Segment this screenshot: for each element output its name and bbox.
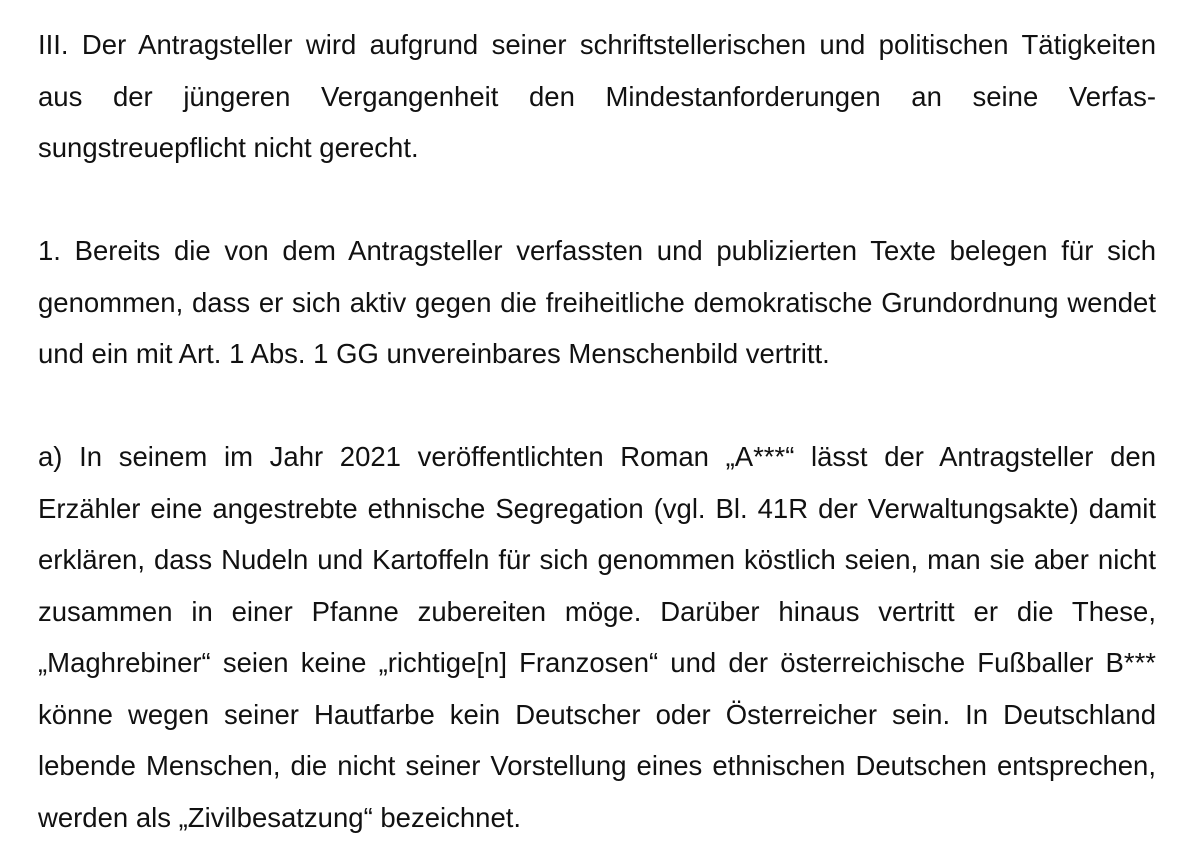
paragraph-1: 1. Bereits die von dem Antragsteller verfassten und publizierten Texte belegen für sich genommen, dass er sich aktiv gegen die freiheitliche demokratische Grundordnung wendet und ein mit Art. 1 Abs. 1 GG unvereinbares Menschenbild vertritt. bbox=[38, 235, 1156, 369]
paragraph-1a: a) In seinem im Jahr 2021 veröffentlichten Roman „A***“ lässt der Antragsteller den Erzähler eine angestrebte ethnische Segregation (vgl. Bl. 41R der Verwaltungsakte) damit erklären, dass Nudeln und Kartoffeln für sich genommen köstlich seien, man sie aber nicht zusammen in einer Pfanne zubereiten möge. Darüber hinaus vertritt er die These, „Maghrebiner“ seien keine „richtige[n] Franzosen“ und der österreichische Fußballer B*** könne wegen seiner Hautfarbe kein Deutscher oder Österreicher sein. In Deutschland lebende Menschen, die nicht seiner Vorstellung eines ethnischen Deutschen entsprechen, werden als „Zivilbesatzung“ bezeichnet. bbox=[38, 441, 1156, 833]
paragraph-iii: III. Der Antragsteller wird aufgrund seiner schriftstellerischen und politischen Tätigkeiten aus der jüngeren Vergangenheit den Mindestanforderungen an seine Verfassungstreuepflicht nicht gerecht. bbox=[38, 29, 1156, 163]
